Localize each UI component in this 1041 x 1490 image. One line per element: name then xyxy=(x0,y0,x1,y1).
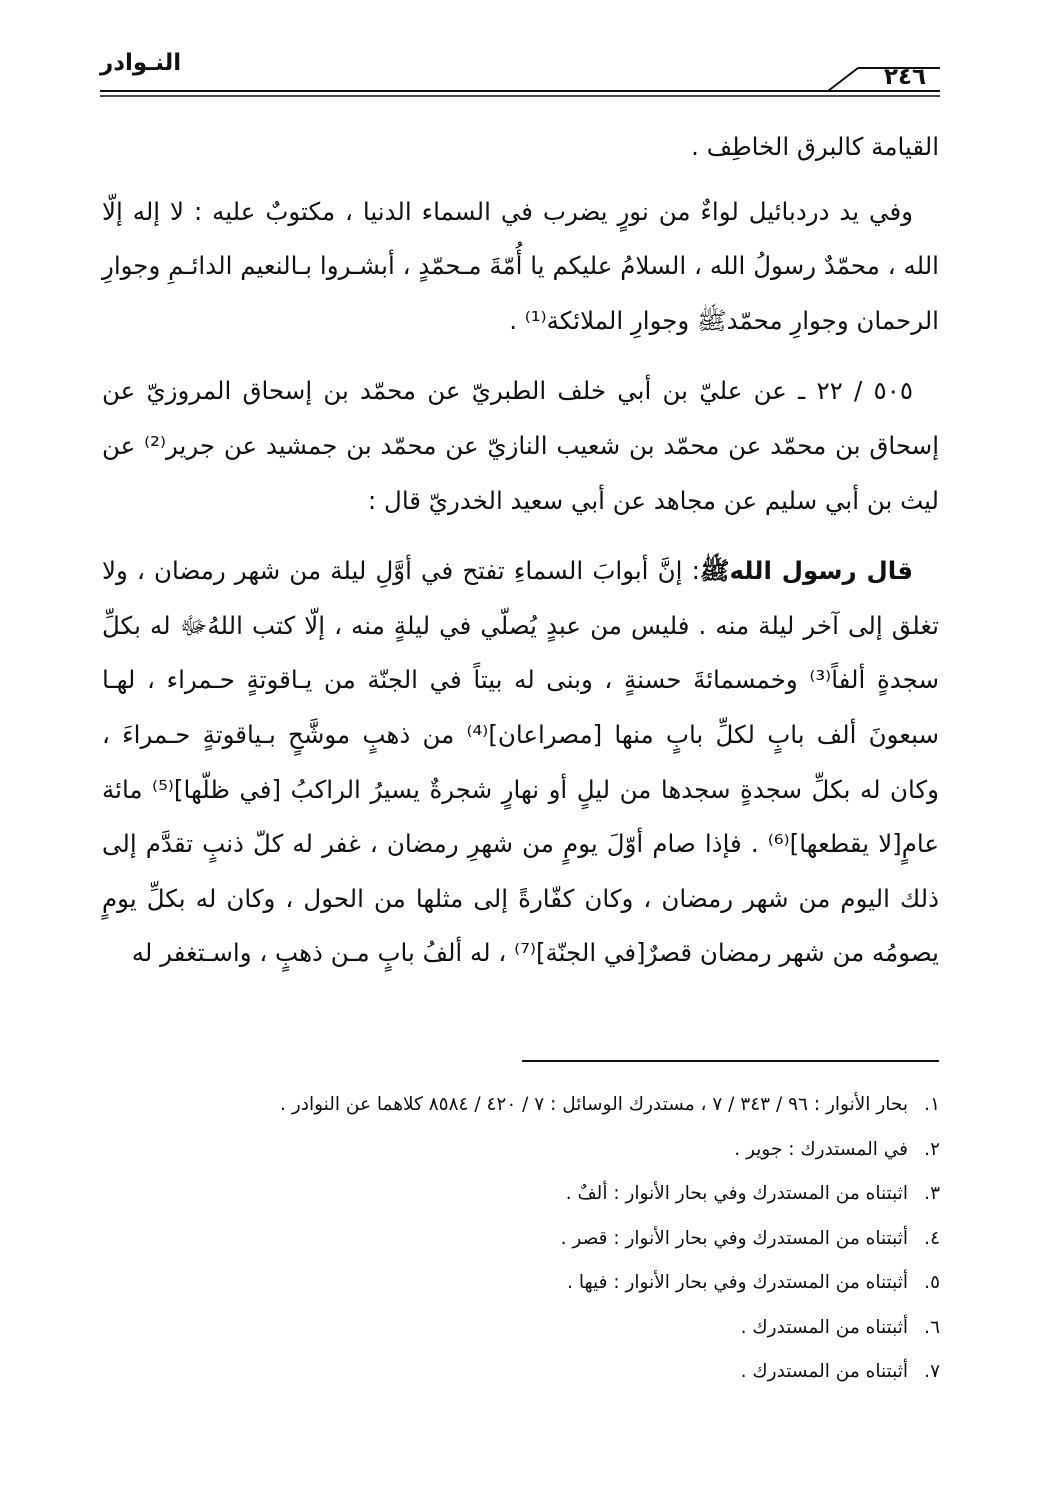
footnotes xyxy=(150,1083,940,1395)
footnote xyxy=(150,1128,940,1173)
hadith-text: : إنَّ أبوابَ السماءِ تفتح في أوَّلِ ليلة من شهر رمضان ، ولا تغلق إلى آخر ليلة منه . فليس من عبدٍ يُصلّي في ليلةٍ منه ، إلّا كتب اللهُﷻ له بكلِّ سجدةٍ ألفاً⁽³⁾ وخمسمائةَ حسنةٍ ، وبنى له بيتاً في الجنّة من يـاقوتةٍ حـمراء ، لهـا سبعونَ ألف بابٍ لكلِّ بابٍ منها [مصراعان]⁽⁴⁾ من ذهبٍ موشَّحٍ بـياقوتةٍ حـمراءَ ، وكان له بكلِّ سجدةٍ سجدها من ليلٍ أو نهارٍ شجرةٌ يسيرُ الراكبُ [في ظلّها]⁽⁵⁾ مائة عامٍ[لا يقطعها]⁽⁶⁾ . فإذا صام أوّلَ يومٍ من شهرِ رمضان ، غفر له كلّ ذنبٍ تقدَّم إلى ذلك اليوم من شهر رمضان ، وكان كفّارةً إلى مثلها من الحول ، وكان له بكلِّ يومٍ يصومُه من شهر رمضان قصرٌ[في الجنّة]⁽⁷⁾ ، له ألفُ بابٍ مـن ذهبٍ ، واسـتغفر له xyxy=(102,556,939,968)
header-rule xyxy=(100,58,940,103)
footnote-text: في المستدرك : جوير . xyxy=(734,1138,908,1160)
page-number: ٢٤٦ xyxy=(883,64,927,90)
footnote-separator xyxy=(522,1060,939,1062)
footnote-text: أثبتناه من المستدرك . xyxy=(740,1316,908,1338)
footnote-number: ٣. xyxy=(924,1183,940,1204)
footnote xyxy=(150,1350,940,1395)
footnote xyxy=(150,1261,940,1306)
footnote-text: أثبتناه من المستدرك . xyxy=(740,1361,908,1382)
paragraph-1: القيامة كالبرق الخاطِف . xyxy=(691,132,939,161)
hadith-chain-paragraph: ٥٠٥ / ٢٢ ـ عن عليّ بن أبي خلف الطبريّ عن محمّد بن إسحاق المروزيّ عن إسحاق بن محمّد عن محمّد بن شعيب النازيّ عن محمّد بن جمشيد عن جرير⁽²⁾ عن ليث بن أبي سليم عن مجاهد عن أبي سعيد الخدريّ قال : xyxy=(102,376,940,515)
footnote-text: أثبتناه من المستدرك وفي بحار الأنوار : قصر . xyxy=(560,1227,908,1249)
footnote-number: ٧. xyxy=(924,1361,940,1382)
footnote-number: ٥. xyxy=(924,1272,940,1293)
footnote-number: ٦. xyxy=(924,1316,940,1338)
footnote-text: أثبتناه من المستدرك وفي بحار الأنوار : فيها . xyxy=(567,1272,908,1293)
main-text xyxy=(102,120,939,997)
paragraph-2: وفي يد دردبائيل لواءٌ من نورٍ يضرب في السماء الدنيا ، مكتوبٌ عليه : لا إله إلّا الله ، محمّدٌ رسولُ الله ، السلامُ عليكم يا أُمّةَ مـحمّدٍ ، أبشـروا بـالنعيم الدائـمِ وجوارِ الرحمان وجوارِ محمّدﷺ وجوارِ الملائكة⁽¹⁾ . xyxy=(102,196,939,335)
footnote xyxy=(150,1083,940,1128)
footnote-text: بحار الأنوار : ٩٦ / ٣٤٣ / ٧ ، مستدرك الوسائل : ٧ / ٤٢٠ / ٨٥٨٤ كلاهما عن النوادر . xyxy=(280,1094,908,1115)
running-title: النـوادر xyxy=(100,50,182,76)
footnote xyxy=(150,1217,940,1262)
footnote-number: ٢. xyxy=(924,1138,940,1160)
speaker-phrase: قال رسول اللهﷺ xyxy=(699,556,913,586)
hadith-text-paragraph xyxy=(102,544,939,981)
footnote xyxy=(150,1306,940,1351)
footnote-number: ٤. xyxy=(924,1227,940,1249)
footnote xyxy=(150,1172,940,1217)
footnote-text: اثبتناه من المستدرك وفي بحار الأنوار : ألفٌ . xyxy=(565,1183,908,1204)
footnote-number: ١. xyxy=(924,1094,940,1115)
